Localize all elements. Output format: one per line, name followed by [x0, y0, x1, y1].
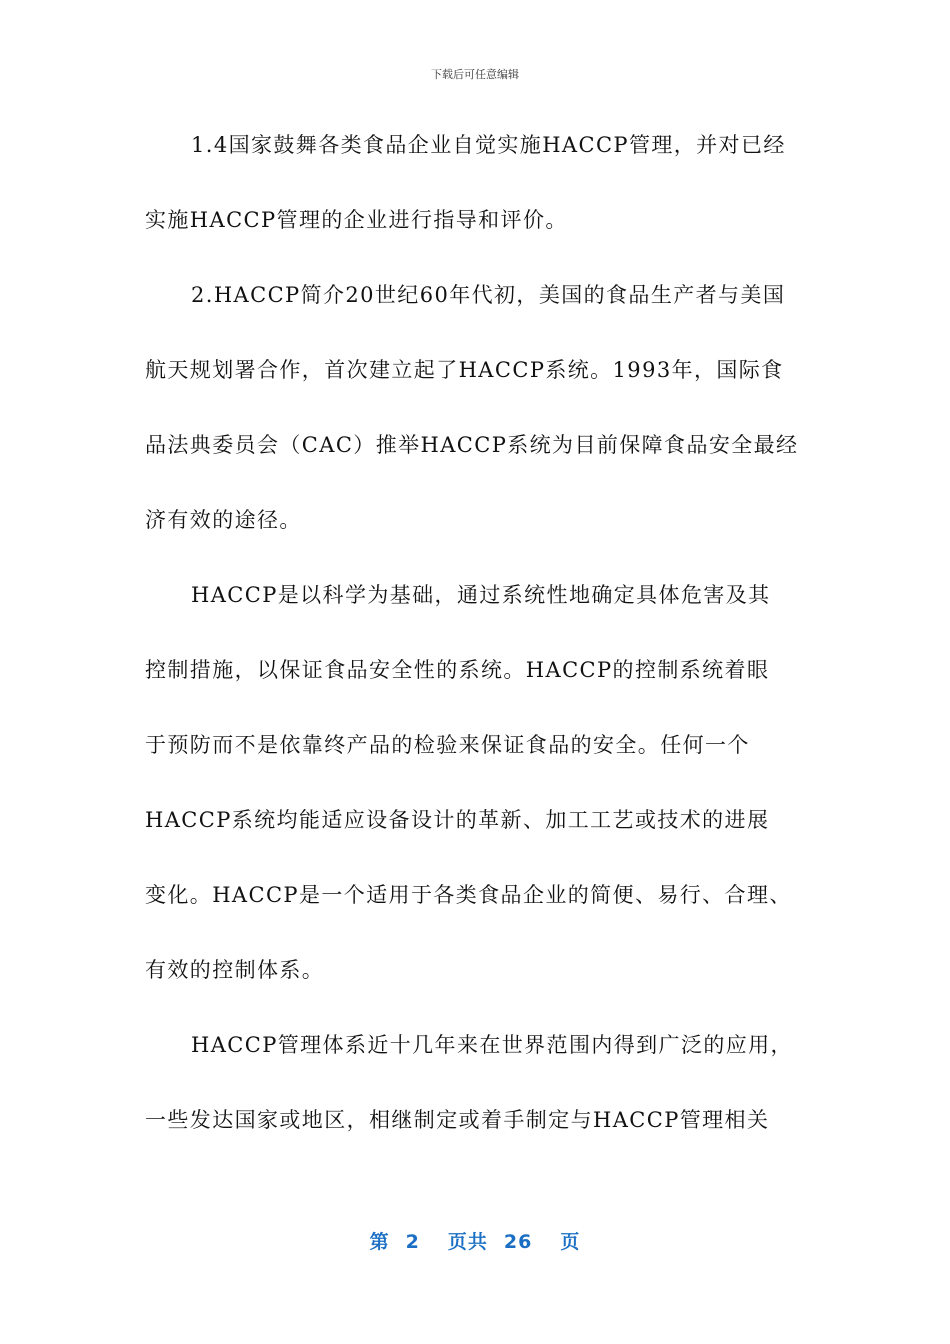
total-pages: 26 [503, 1231, 533, 1253]
text-line: 于预防而不是依靠终产品的检验来保证食品的安全。任何一个 [145, 733, 750, 757]
text-line: 济有效的途径。 [145, 508, 302, 532]
text-line: HACCP管理体系近十几年来在世界范围内得到广泛的应用， [191, 1033, 793, 1057]
page-footer [0, 1227, 950, 1254]
page-suffix: 页 [560, 1231, 581, 1253]
text-line: 品法典委员会（CAC）推举HACCP系统为目前保障食品安全最经 [145, 433, 799, 457]
page-middle: 页共 [447, 1231, 488, 1253]
text-line: 1.4国家鼓舞各类食品企业自觉实施HACCP管理，并对已经 [191, 133, 786, 157]
text-line: 有效的控制体系。 [145, 958, 325, 982]
page-number: 2 [405, 1231, 420, 1253]
header-note: 下载后可任意编辑 [431, 68, 519, 81]
text-line: 2.HACCP简介20世纪60年代初，美国的食品生产者与美国 [191, 283, 786, 307]
text-line: 变化。HACCP是一个适用于各类食品企业的简便、易行、合理、 [145, 883, 792, 907]
text-line: 一些发达国家或地区，相继制定或着手制定与HACCP管理相关 [145, 1108, 770, 1132]
text-line: 实施HACCP管理的企业进行指导和评价。 [145, 208, 568, 232]
text-line: HACCP是以科学为基础，通过系统性地确定具体危害及其 [191, 583, 771, 607]
page-prefix: 第 [369, 1231, 390, 1253]
text-line: 控制措施，以保证食品安全性的系统。HACCP的控制系统着眼 [145, 658, 770, 682]
text-line: HACCP系统均能适应设备设计的革新、加工工艺或技术的进展 [145, 808, 770, 832]
text-line: 航天规划署合作，首次建立起了HACCP系统。1993年，国际食 [145, 358, 784, 382]
